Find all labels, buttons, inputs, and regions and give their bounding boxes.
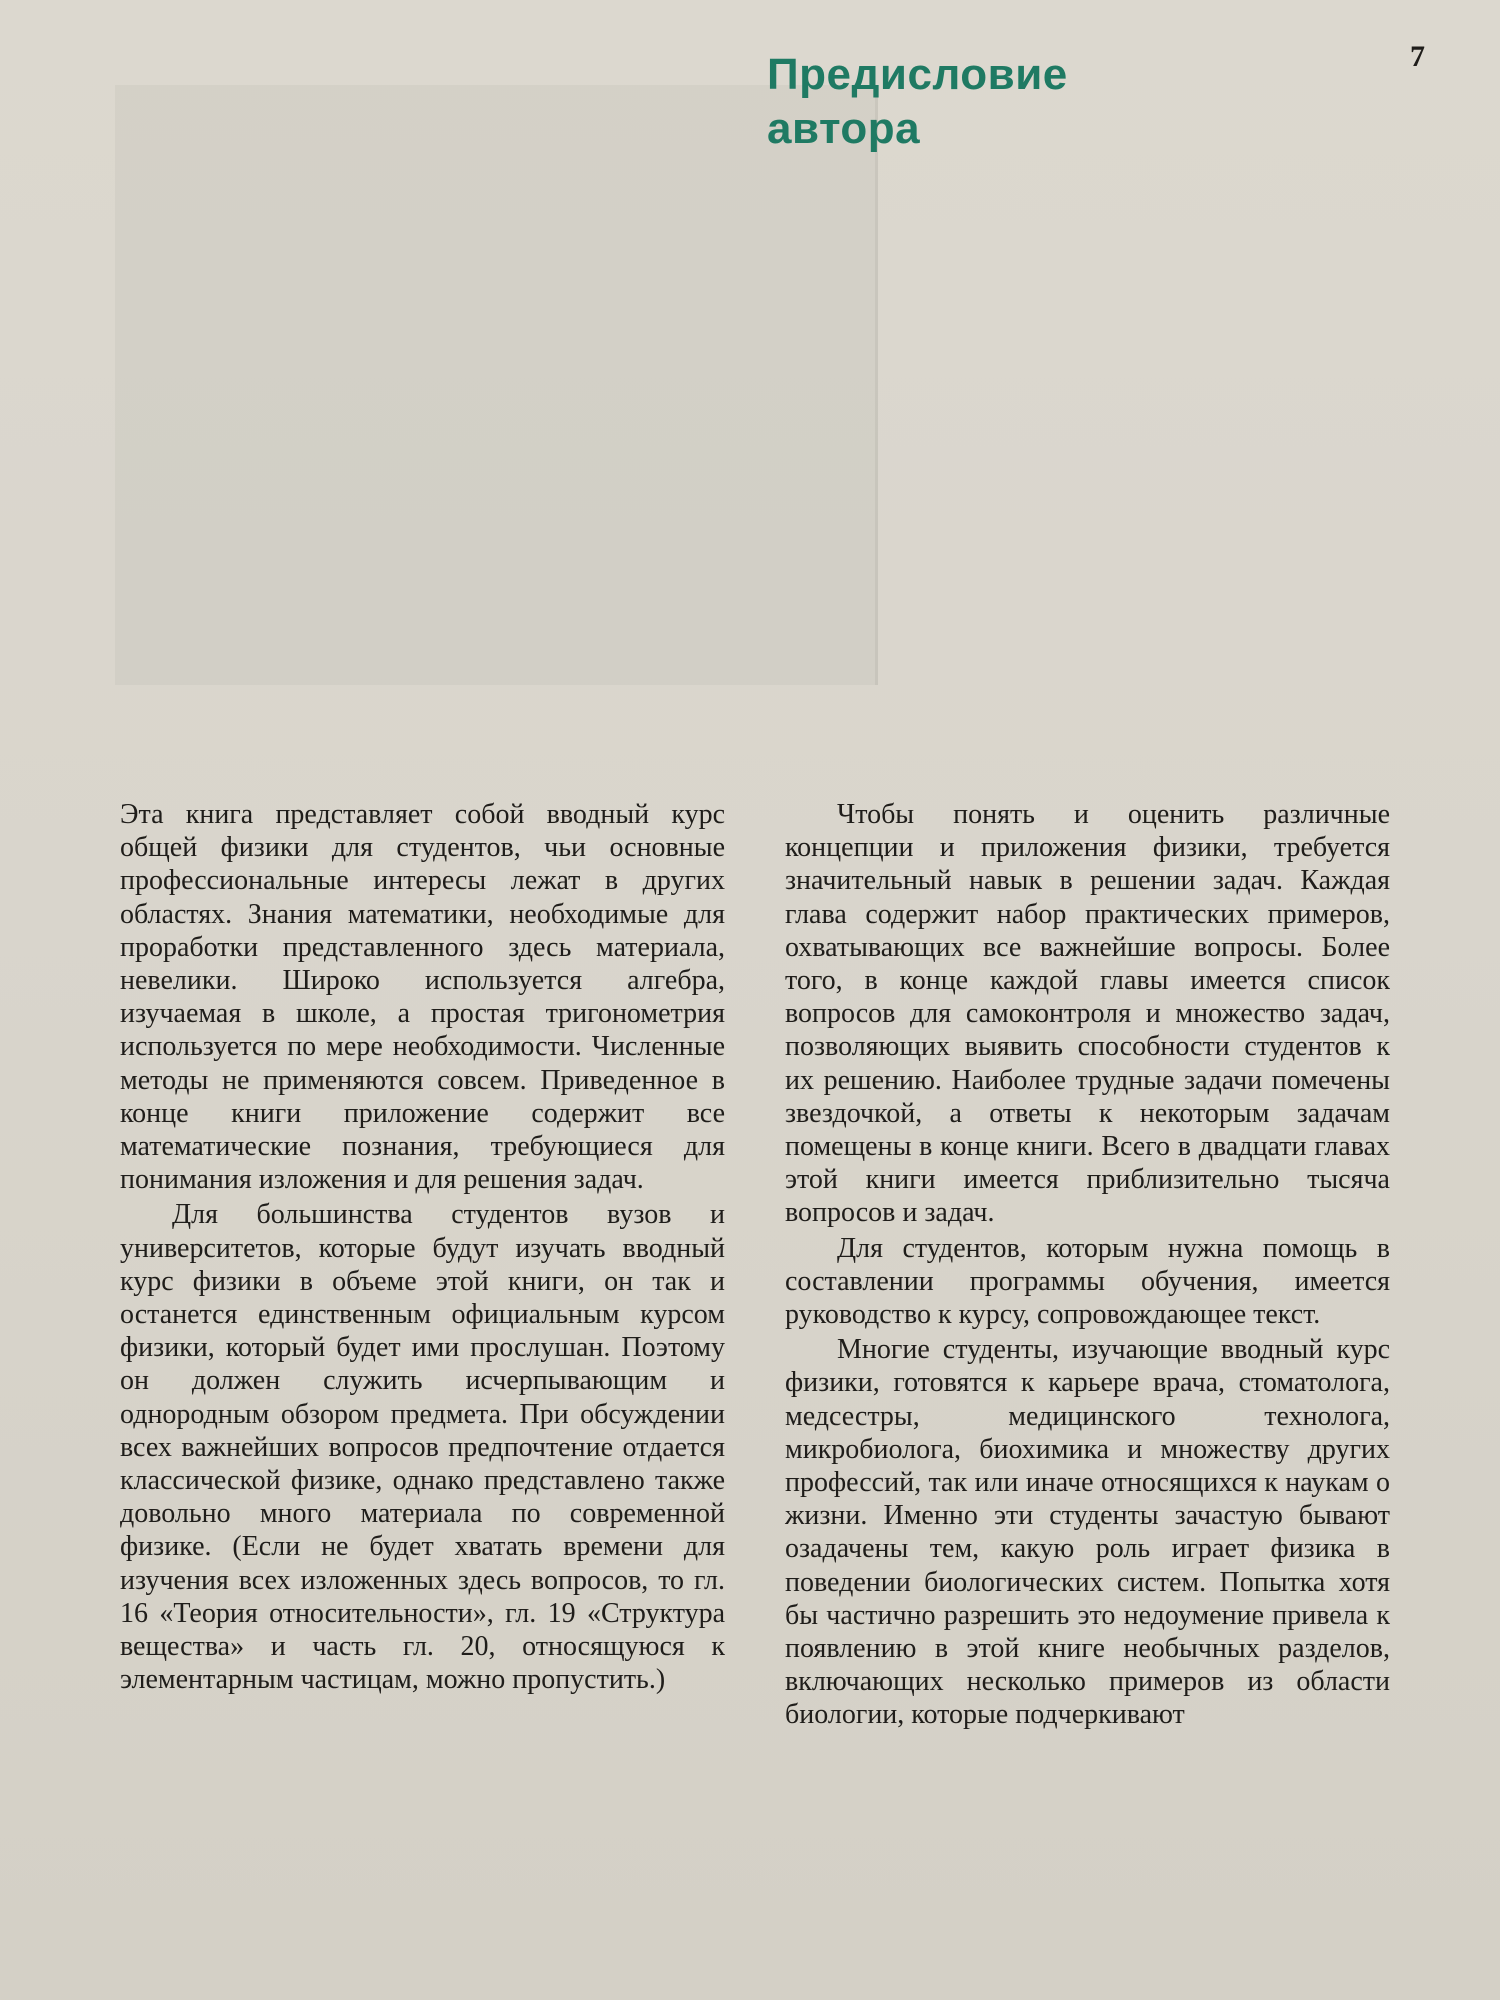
paragraph: Эта книга представляет собой вводный курс общей физики для студентов, чьи основные профессиональные интересы лежат в других областях. Знания математики, необходимые для проработки представленного здесь материала, невелики. Широко используется алгебра, изучаемая в школе, а простая тригонометрия используется по мере необходимости. Численные методы не применяются совсем. Приведенное в конце книги приложение содержит все математические познания, требующиеся для понимания изложения и для решения задач. [120, 799, 725, 1196]
bleed-through-shadow [115, 85, 878, 685]
left-column [120, 798, 725, 1696]
paragraph: Для студентов, которым нужна помощь в составлении программы обучения, имеется руководство к курсу, сопровождающее текст. [785, 1232, 1390, 1331]
heading-line-2: автора [767, 104, 921, 153]
paragraph: Многие студенты, изучающие вводный курс физики, готовятся к карьере врача, стоматолога, медсестры, медицинского технолога, микробиолога, биохимика и множеству других профессий, так или иначе относящихся к наукам о жизни. Именно эти студенты зачастую бывают озадачены тем, какую роль играет физика в поведении биологических систем. Попытка хотя бы частично разрешить это недоумение привела к появлению в этой книге необычных разделов, включающих несколько примеров из области биологии, которые подчеркивают [785, 1334, 1390, 1731]
paragraph: Чтобы понять и оценить различные концепции и приложения физики, требуется значительный навык в решении задач. Каждая глава содержит набор практических примеров, охватывающих все важнейшие вопросы. Более того, в конце каждой главы имеется список вопросов для самоконтроля и множество задач, позволяющих выявить способности студентов к их решению. Наиболее трудные задачи помечены звездочкой, а ответы к некоторым задачам помещены в конце книги. Всего в двадцати главах этой книги имеется приблизительно тысяча вопросов и задач. [785, 799, 1390, 1229]
heading-line-1: Предисловие [767, 50, 1068, 99]
section-heading [767, 48, 1187, 156]
right-column [785, 798, 1390, 1732]
page-number: 7 [1410, 40, 1425, 73]
paragraph: Для большинства студентов вузов и университетов, которые будут изучать вводный курс физики в объеме этой книги, он так и останется единственным официальным курсом физики, который будет ими прослушан. Поэтому он должен служить исчерпывающим и однородным обзором предмета. При обсуждении всех важнейших вопросов предпочтение отдается классической физике, однако представлено также довольно много материала по современной физике. (Если не будет хватать времени для изучения всех изложенных здесь вопросов, то гл. 16 «Теория относительности», гл. 19 «Структура вещества» и часть гл. 20, относящуюся к элементарным частицам, можно пропустить.) [120, 1199, 725, 1696]
